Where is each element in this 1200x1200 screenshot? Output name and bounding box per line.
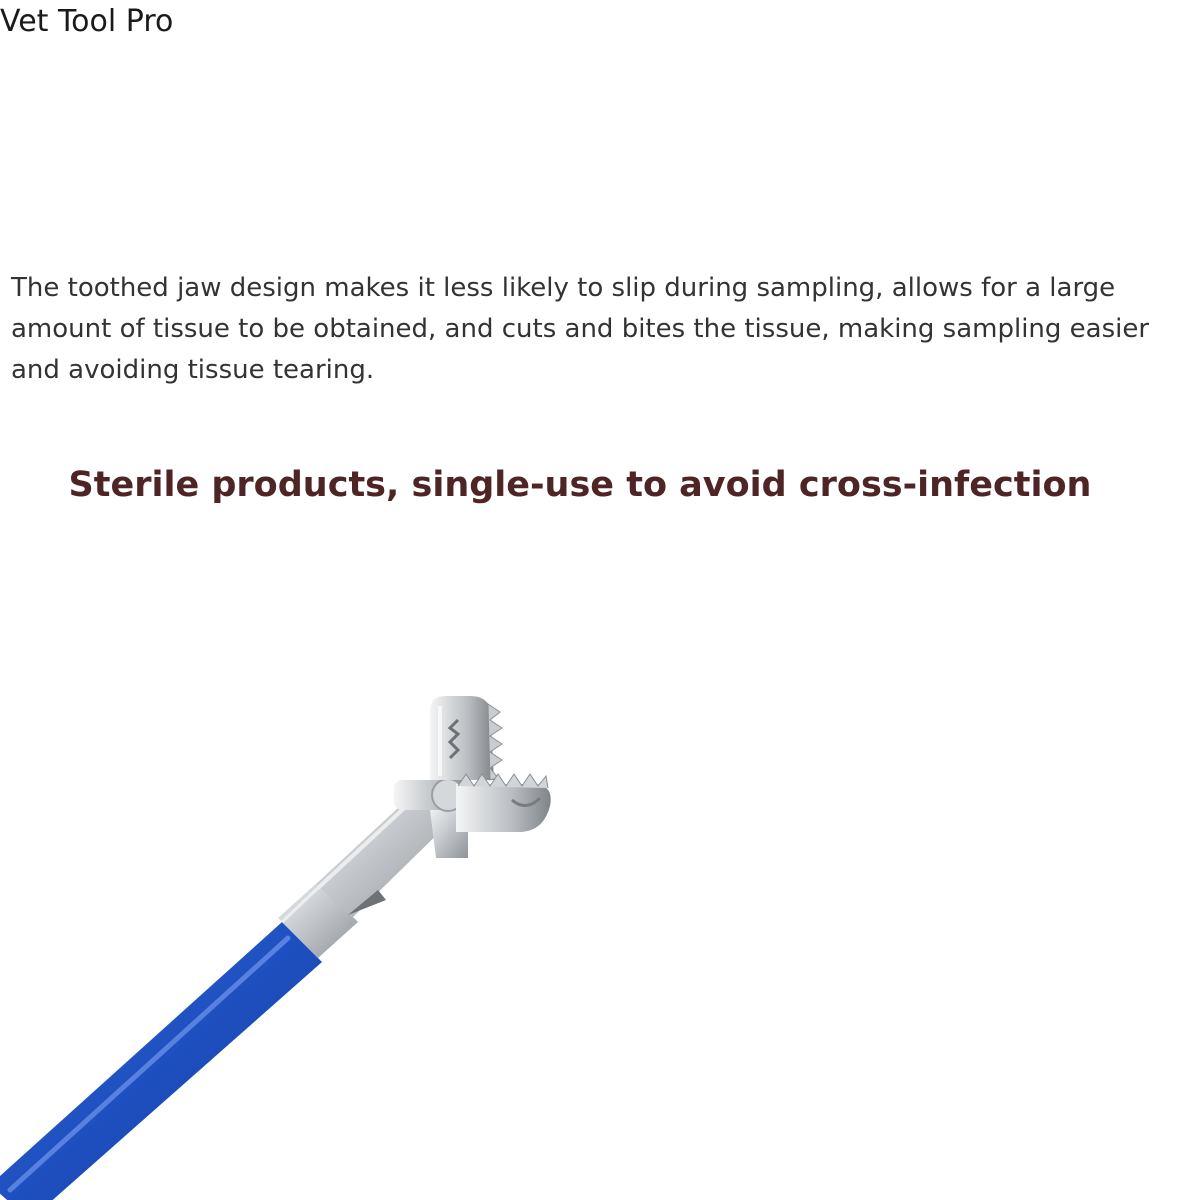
- forceps-lower-jaw: [456, 774, 551, 832]
- product-description: The toothed jaw design makes it less likely to slip during sampling, allows for a large amount of tissue to be obtained, and cuts and bites the tissue, making sampling easier and avoiding tissue tearing.: [11, 273, 1150, 385]
- forceps-upper-jaw: [430, 696, 502, 780]
- feature-headline: Sterile products, single-use to avoid cross-infection: [68, 465, 1092, 505]
- forceps-sheath: [0, 922, 322, 1200]
- biopsy-forceps-icon: [0, 660, 620, 1200]
- brand-title: Vet Tool Pro: [0, 4, 174, 39]
